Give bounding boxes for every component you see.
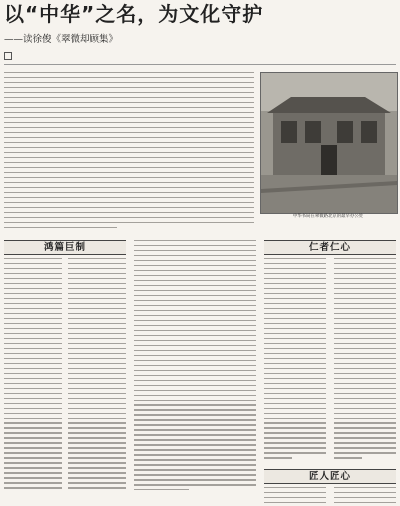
divider xyxy=(4,64,396,65)
building-photo xyxy=(260,72,398,214)
section-1-column-3 xyxy=(134,240,256,490)
section-2-column-2 xyxy=(334,258,396,464)
byline xyxy=(4,52,15,62)
intro-paragraph xyxy=(4,72,254,234)
photo-caption: 中华书局在翠微路北京的最早办公处 xyxy=(292,214,364,219)
section-heading-3: 匠人匠心 xyxy=(308,471,351,482)
section-heading-bar xyxy=(264,469,396,484)
section-2-column-1 xyxy=(264,258,326,464)
section-3-column-1 xyxy=(264,487,326,504)
section-1-column-1 xyxy=(4,258,62,490)
section-heading-2: 仁者仁心 xyxy=(308,242,351,253)
section-1-column-2 xyxy=(68,258,126,490)
subtitle: ——读徐俊《翠微却顾集》 xyxy=(4,34,119,45)
byline-box-icon xyxy=(4,52,12,60)
section-heading-bar xyxy=(264,240,396,255)
section-3-column-2 xyxy=(334,487,396,504)
section-heading-1: 鸿篇巨制 xyxy=(43,242,86,253)
section-heading-bar xyxy=(4,240,126,255)
headline: 以“中华”之名，为文化守护 xyxy=(4,2,264,26)
building-photo-image xyxy=(261,73,397,213)
